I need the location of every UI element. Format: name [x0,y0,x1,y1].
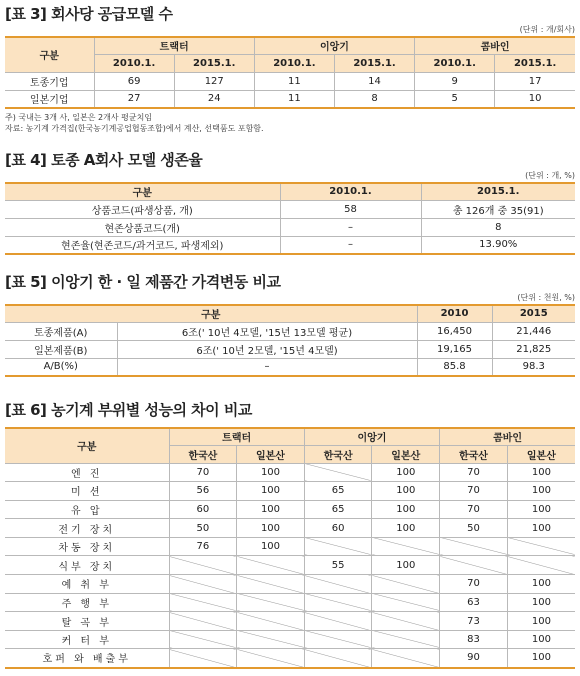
cell: 10 [495,90,575,108]
table-row [5,593,575,612]
cell: 21,446 [492,322,575,340]
table-row [5,463,575,482]
empty-cell [237,593,305,612]
table4-section [5,150,575,255]
cell: 100 [507,463,575,482]
cell: 70 [440,575,508,594]
cell: 76 [169,537,237,556]
table6-section [5,400,575,669]
row-label: 예 취 부 [5,575,169,594]
cell: 73 [440,612,508,631]
cell: 8 [421,218,575,236]
table3-title: [표 3] 회사당 공급모델 수 [5,5,173,23]
cell: 17 [495,72,575,90]
cell: 65 [304,482,372,501]
table3 [5,36,575,109]
table5-header-label: 구분 [5,305,417,322]
table-row [5,322,575,340]
cell: 100 [237,500,305,519]
row-label: 호퍼 와 배출부 [5,649,169,668]
row-label: 토종제품(A) [5,322,117,340]
cell: 21,825 [492,340,575,358]
cell: 100 [507,612,575,631]
empty-cell [372,537,440,556]
cell: – [280,236,421,254]
row-desc: – [117,358,417,376]
table6-body [5,463,575,668]
table6-title: [표 6] 농기계 부위별 성능의 차이 비교 [5,401,252,419]
row-label: 현존상품코드(개) [5,218,280,236]
table-row [5,500,575,519]
table5-title: [표 5] 이앙기 한 · 일 제품간 가격변동 비교 [5,273,281,291]
empty-cell [440,537,508,556]
cell: 100 [237,519,305,538]
row-label: A/B(%) [5,358,117,376]
empty-cell [304,612,372,631]
row-desc: 6조(' 10년 4모델, '15년 13모델 평균) [117,322,417,340]
cell: 90 [440,649,508,668]
cell: 24 [174,90,254,108]
cell: 70 [169,463,237,482]
empty-cell [237,630,305,649]
row-label: 토종기업 [5,72,94,90]
cell: 100 [507,649,575,668]
cell: 60 [304,519,372,538]
cell: 11 [254,72,334,90]
cell: 100 [372,463,440,482]
table-row [5,236,575,254]
cell: 100 [372,556,440,575]
table3-year: 2010.1. [94,54,174,72]
empty-cell [237,575,305,594]
row-label: 탈 곡 부 [5,612,169,631]
table-row [5,200,575,218]
empty-cell [372,649,440,668]
empty-cell [372,575,440,594]
table3-year: 2010.1. [415,54,495,72]
table-row [5,612,575,631]
table-row [5,358,575,376]
row-label: 커 터 부 [5,630,169,649]
table-row [5,649,575,668]
cell: 100 [372,519,440,538]
cell: 9 [415,72,495,90]
cell: 27 [94,90,174,108]
cell: – [280,218,421,236]
cell: 70 [440,500,508,519]
row-label: 엔 진 [5,463,169,482]
table3-unit: (단위 : 개/회사) [519,25,575,34]
empty-cell [237,612,305,631]
cell: 58 [280,200,421,218]
cell: 127 [174,72,254,90]
cell: 100 [507,593,575,612]
table3-year: 2010.1. [254,54,334,72]
table5-header-2015: 2015 [492,305,575,322]
cell: 70 [440,482,508,501]
empty-cell [304,593,372,612]
cell: 19,165 [417,340,492,358]
cell: 100 [237,463,305,482]
table-row [5,72,575,90]
cell: 11 [254,90,334,108]
cell: 8 [334,90,414,108]
empty-cell [169,593,237,612]
empty-cell [440,556,508,575]
table5-header-2010: 2010 [417,305,492,322]
table6-group-transplanter: 이앙기 [304,428,439,445]
empty-cell [507,556,575,575]
table3-section [5,4,575,134]
cell: 100 [507,519,575,538]
empty-cell [169,575,237,594]
empty-cell [304,630,372,649]
row-label: 일본제품(B) [5,340,117,358]
table-row [5,556,575,575]
cell: 100 [237,482,305,501]
empty-cell [304,537,372,556]
cell: 100 [507,482,575,501]
table-row [5,519,575,538]
table3-source: 자료: 농기계 가격집(한국농기계공업협동조합)에서 계산, 선택품도 포함함. [5,124,264,133]
table3-group-transplanter: 이앙기 [254,37,414,54]
table5-section [5,272,575,377]
table6-origin: 일본산 [372,445,440,463]
empty-cell [304,575,372,594]
empty-cell [507,537,575,556]
row-label: 유 압 [5,500,169,519]
cell: 55 [304,556,372,575]
table4-unit: (단위 : 개, %) [525,171,575,180]
cell: 14 [334,72,414,90]
table6-group-combine: 콤바인 [440,428,575,445]
table6 [5,427,575,669]
empty-cell [372,630,440,649]
cell: 100 [507,630,575,649]
empty-cell [169,612,237,631]
table5 [5,304,575,377]
cell: 16,450 [417,322,492,340]
row-label: 차동 장치 [5,537,169,556]
row-label: 미 션 [5,482,169,501]
table4-header-2015: 2015.1. [421,183,575,200]
table6-origin: 한국산 [440,445,508,463]
cell: 100 [507,500,575,519]
row-label: 일본기업 [5,90,94,108]
cell: 50 [440,519,508,538]
cell: 100 [372,500,440,519]
empty-cell [304,463,372,482]
table6-origin: 일본산 [507,445,575,463]
cell: 70 [440,463,508,482]
cell: 50 [169,519,237,538]
table6-origin: 일본산 [237,445,305,463]
cell: 63 [440,593,508,612]
cell: 총 126개 중 35(91) [421,200,575,218]
empty-cell [372,612,440,631]
table3-group-combine: 콤바인 [415,37,575,54]
cell: 69 [94,72,174,90]
cell: 5 [415,90,495,108]
cell: 65 [304,500,372,519]
table6-origin: 한국산 [169,445,237,463]
empty-cell [169,649,237,668]
empty-cell [237,556,305,575]
table6-group-tractor: 트랙터 [169,428,304,445]
table6-header-label: 구분 [5,428,169,463]
table3-note: 주) 국내는 3개 사, 일본은 2개사 평균치임 [5,113,153,122]
cell: 56 [169,482,237,501]
cell: 100 [507,575,575,594]
cell: 100 [237,537,305,556]
cell: 83 [440,630,508,649]
table3-year: 2015.1. [174,54,254,72]
cell: 100 [372,482,440,501]
row-label: 주 행 부 [5,593,169,612]
table6-origin: 한국산 [304,445,372,463]
empty-cell [372,593,440,612]
table4 [5,182,575,255]
cell: 98.3 [492,358,575,376]
table-row [5,575,575,594]
table5-unit: (단위 : 천원, %) [517,293,575,302]
row-label: 식부 장치 [5,556,169,575]
table3-header-label: 구분 [5,37,94,72]
cell: 13.90% [421,236,575,254]
table-row [5,90,575,108]
table-row [5,482,575,501]
row-label: 상품코드(파생상품, 개) [5,200,280,218]
row-desc: 6조(' 10년 2모델, '15년 4모델) [117,340,417,358]
table4-header-label: 구분 [5,183,280,200]
table3-group-tractor: 트랙터 [94,37,254,54]
empty-cell [237,649,305,668]
table4-header-2010: 2010.1. [280,183,421,200]
table-row [5,537,575,556]
table-row [5,630,575,649]
table4-title: [표 4] 토종 A회사 모델 생존율 [5,151,203,169]
cell: 60 [169,500,237,519]
table-row [5,218,575,236]
row-label: 현존율(현존코드/과거코드, 파생제외) [5,236,280,254]
empty-cell [304,649,372,668]
table-row [5,340,575,358]
empty-cell [169,630,237,649]
table3-year: 2015.1. [334,54,414,72]
cell: 85.8 [417,358,492,376]
table3-year: 2015.1. [495,54,575,72]
row-label: 전기 장치 [5,519,169,538]
empty-cell [169,556,237,575]
